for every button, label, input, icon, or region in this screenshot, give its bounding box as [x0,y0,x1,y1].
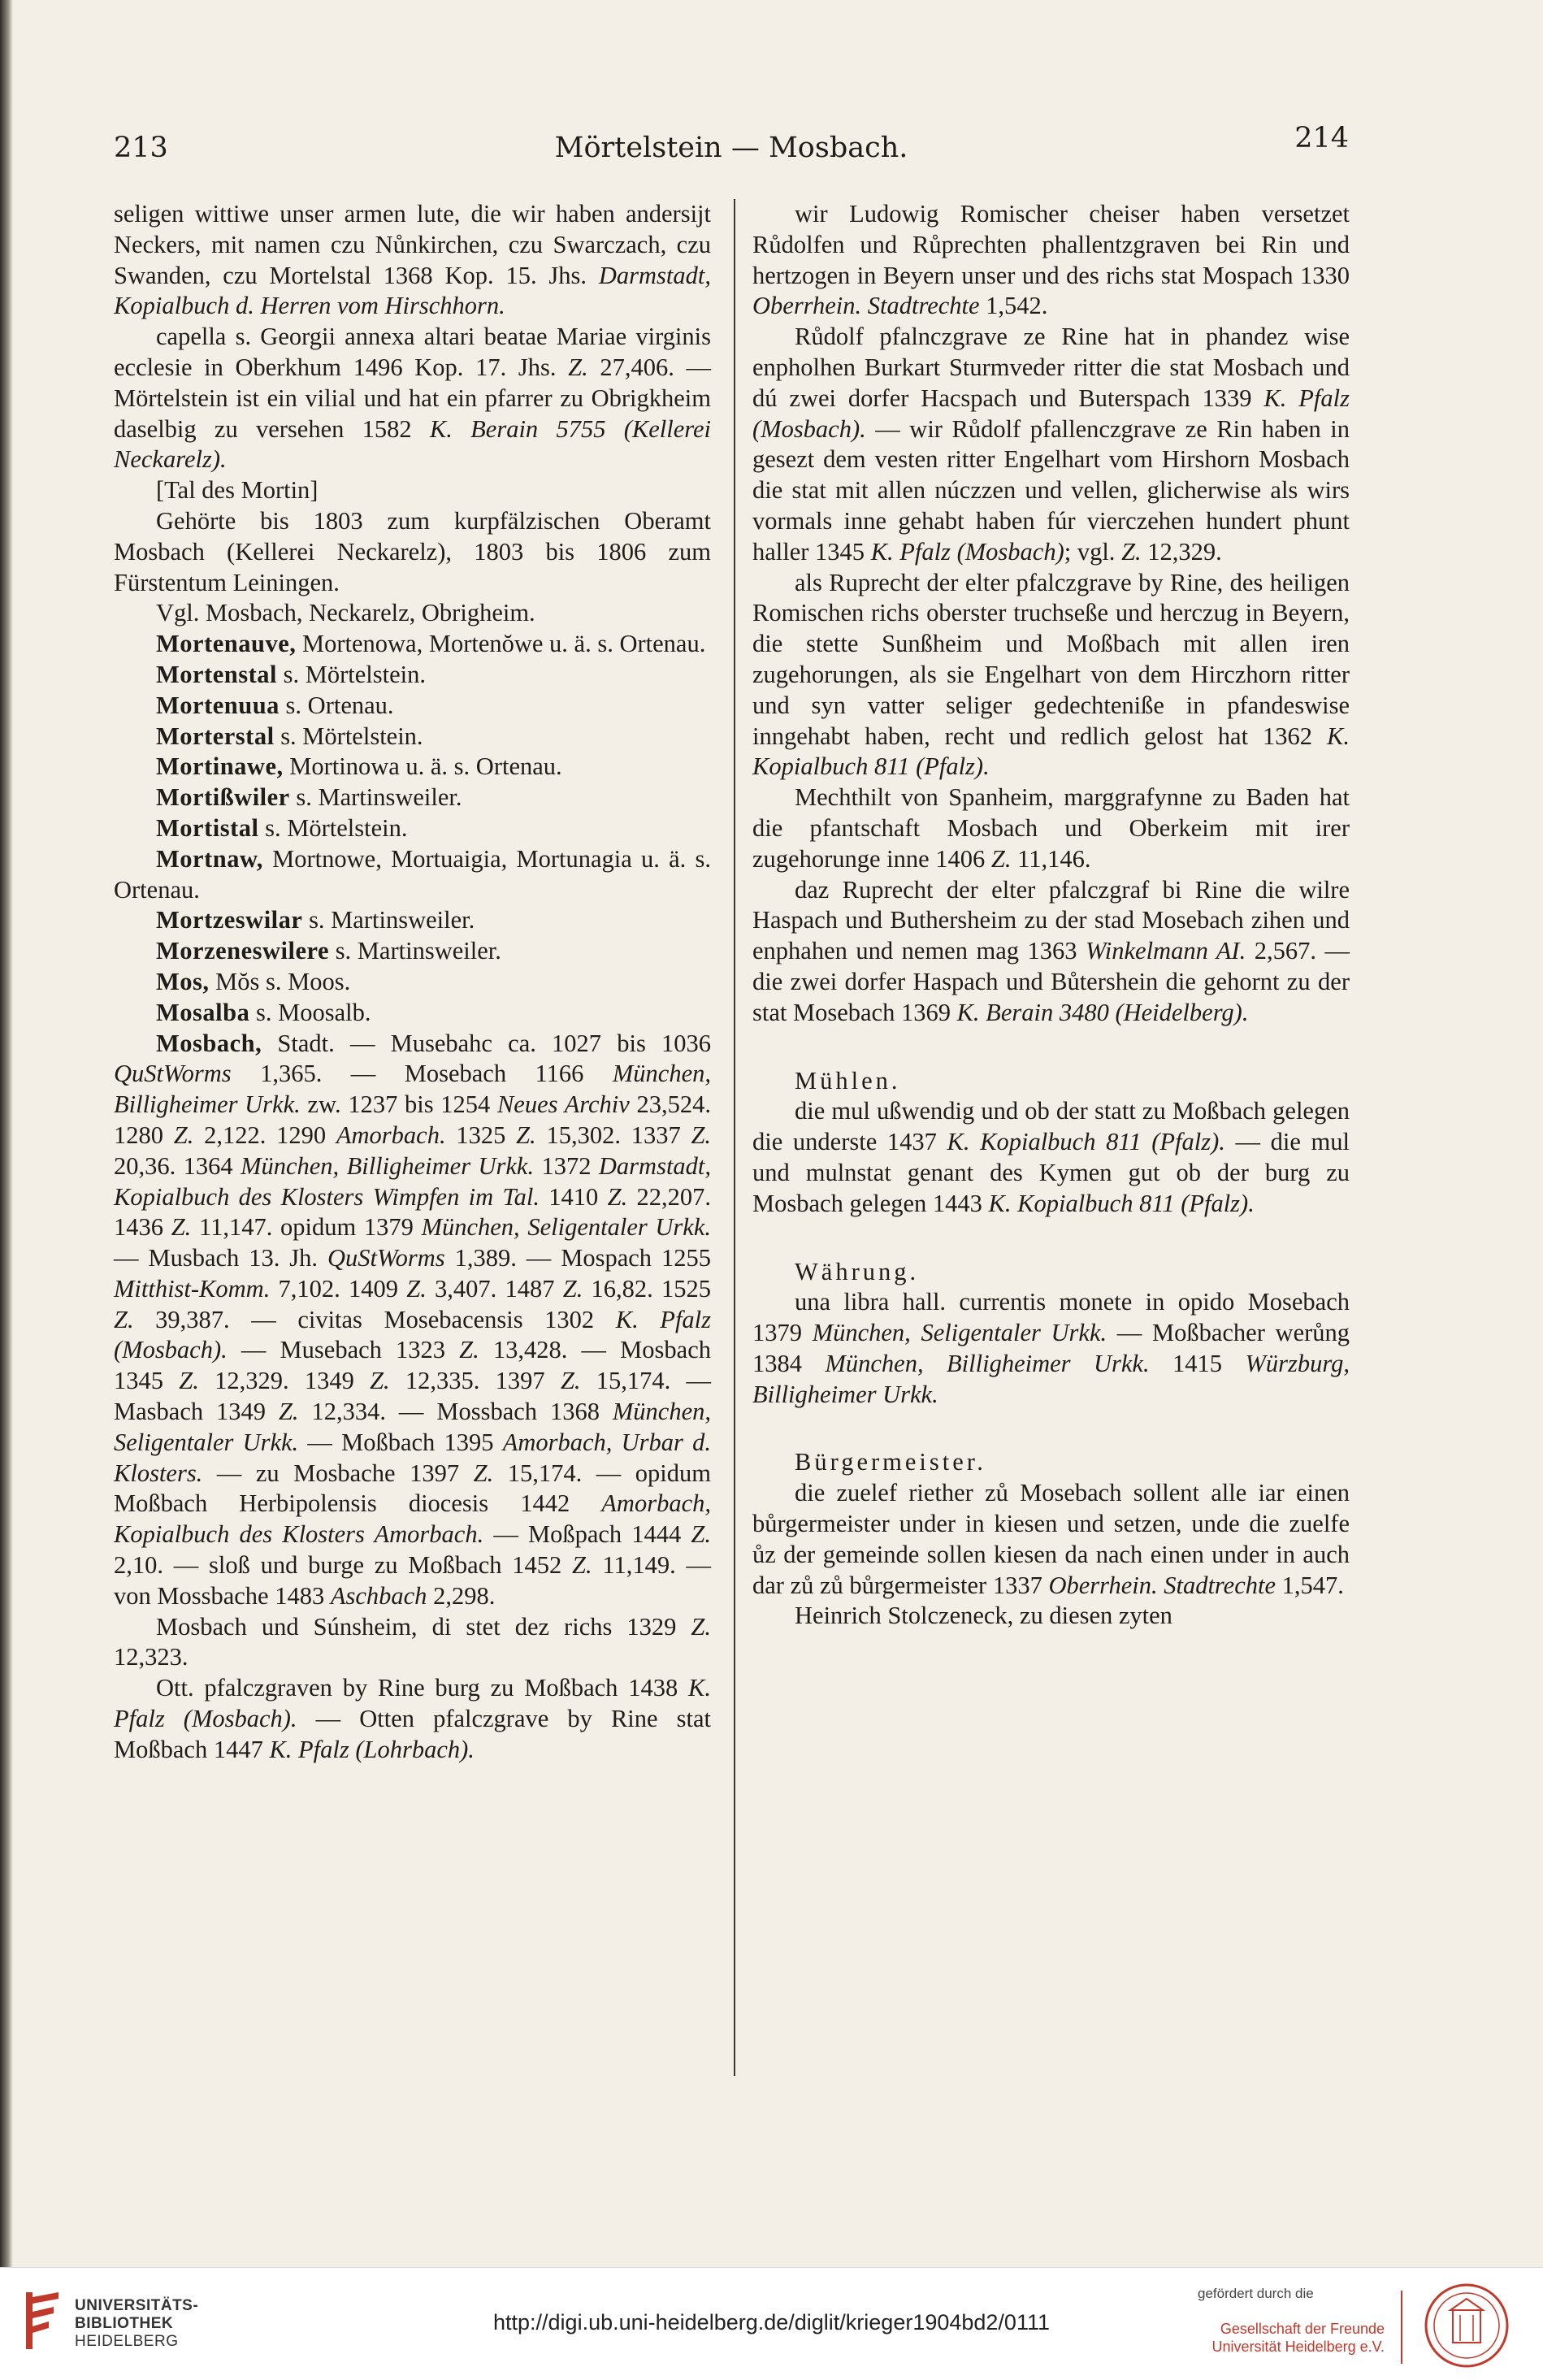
sponsor-name-line: Gesellschaft der Freunde [1220,2321,1385,2337]
lemma-headword: Mortißwiler [156,783,290,812]
sponsor-divider [1401,2291,1402,2364]
lemma-body: s. Mörtelstein. [276,660,426,688]
text-paragraph: wir Ludowig Romischer cheiser haben versetzet Růdolfen und Růprechten phallentzgraven bei Rin und hertzogen in Beyern unser und des richs stat Mospach 1330 Oberrhein. Stadtrechte 1,542. [752,200,1350,320]
section-heading: Währung. [795,1257,920,1285]
section-heading: Mühlen. [795,1066,901,1095]
lemma-body: Mŏs s. Moos. [209,967,351,995]
lemma-body: Mortnowe, Mortuaigia, Mortunagia u. ä. s. Ortenau. [114,844,711,904]
lemma-body: s. Martinsweiler. [289,783,462,812]
text-paragraph: Mosbach und Súnsheim, di stet dez richs 1329 Z. 12,323. [114,1612,711,1671]
lemma-body: s. Mörtelstein. [258,813,408,842]
text-paragraph: capella s. Georgii annexa altari beatae Mariae virginis ecclesie in Oberkhum 1496 Kop. 17. Jhs. Z. 27,406. — Mörtelstein ist ein vilial und hat ein pfarrer zu Obrigkheim daselbig zu versehen 1582 K. Berain 5755 (Kellerei Neckarelz). [114,323,712,474]
lemma-headword: Mosalba [156,998,250,1026]
lemma-headword: Mortzeswilar [156,906,303,934]
lemma-body: Mortinowa u. ä. s. Ortenau. [283,752,562,781]
lemma-headword: Mortnaw, [156,844,263,873]
lemma-entry [114,660,711,691]
lemma-body: s. Martinsweiler. [302,906,475,934]
page-number-right: 214 [1294,122,1349,154]
text-paragraph: seligen wittiwe unser armen lute, die wir haben andersijt Neckers, mit namen czu Nůnkirchen, czu Swarczach, czu Swanden, czu Mortelstal 1368 Kop. 15. Jhs. Darmstadt, Kopialbuch d. Herren vom Hirschhorn. [114,200,711,320]
lemma-headword: Mortenstal [156,660,277,688]
lemma-headword: Mortenuua [156,691,280,719]
text-paragraph: als Ruprecht der elter pfalczgrave by Rine, des heiligen Romischen richs oberster truchseße und herczug in Beyern, die stette Sunßheim und Moßbach mit allen iren zugehorungen, als sie Engelhart von dem Hirczhorn ritter und syn vatter seliger gedechteniße in pfandeswise inngehabt haben, recht und redlich gelost hat 1362 K. Kopialbuch 811 (Pfalz). [752,568,1350,781]
text-paragraph: daz Ruprecht der elter pfalczgraf bi Rine die wilre Haspach und Buthersheim zu der stad Mosebach zihen und enphahen und nemen mag 1363 Winkelmann AI. 2,567. — die zwei dorfer Haspach und Bůtershein die gehornt zu der stat Mosebach 1369 K. Berain 3480 (Heidelberg). [752,875,1350,1026]
section-heading: Bürgermeister. [795,1448,986,1476]
lemma-entry [114,813,711,844]
text-paragraph: Mechthilt von Spanheim, marggrafynne zu Baden hat die pfantschaft Mosbach und Oberkeim mit irer zugehorunge inne 1406 Z. 11,146. [752,783,1350,873]
column-rule [734,199,735,2076]
lemma-headword: Mortinawe, [156,752,284,781]
lemma-headword: Morterstal [156,722,275,750]
lemma-body: s. Moosalb. [249,998,371,1026]
university-seal-icon [1424,2282,1510,2369]
text-paragraph: die mul ußwendig und ob der statt zu Moßbach gelegen die underste 1437 K. Kopialbuch 811 (Pfalz). — die mul und mulnstat genant des Kymen gut ob der burg zu Mosbach gelegen 1443 K. Kopialbuch 811 (Pfalz). [752,1097,1350,1217]
lemma-headword: Mos, [156,967,210,995]
lemma-entry [114,905,711,936]
lemma-headword: Mortistal [156,813,259,842]
sponsor-name-line: Universität Heidelberg e.V. [1211,2339,1385,2355]
text-paragraph: Vgl. Mosbach, Neckarelz, Obrigheim. [156,599,535,627]
lemma-entry [114,844,711,906]
lemma-body: Mortenowa, Mortenŏwe u. ä. s. Ortenau. [296,630,706,658]
left-column [114,199,711,1766]
lemma-body: s. Ortenau. [279,691,394,719]
text-paragraph: Heinrich Stolczeneck, zu diesen zyten [795,1602,1172,1630]
lemma-entry [114,998,711,1029]
running-title: Mörtelstein — Mosbach. [554,132,908,164]
lemma-entry [114,1029,711,1612]
lemma-entry [114,691,711,722]
text-paragraph: una libra hall. currentis monete in opido Mosebach 1379 München, Seligentaler Urkk. — Moßbacher werůng 1384 München, Billigheimer Urkk. 1415 Würzburg, Billigheimer Urkk. [752,1288,1350,1408]
text-paragraph: [Tal des Mortin] [156,476,319,505]
text-paragraph: Růdolf pfalnczgrave ze Rine hat in phandez wise enpholhen Burkart Sturmveder ritter die stat Mosbach und dú zwei dorfer Hacspach und Buterspach 1339 K. Pfalz (Mosbach). — wir Růdolf pfallenczgrave ze Rin haben in gesezt dem vesten ritter Engelhart vom Hirshorn Mosbach die stat mit allen núczzen und vellen, glicherwise als wirs vormals inne gehabt haben fúr vierczehen hundert phunt haller 1345 K. Pfalz (Mosbach); vgl. Z. 12,329. [752,323,1350,566]
lemma-entry [114,722,711,752]
library-name-line: HEIDELBERG [75,2333,179,2350]
lemma-entry [114,629,711,660]
lemma-entry [114,967,711,998]
footer-bar [0,2267,1543,2380]
sponsor-name [1173,2320,1385,2356]
text-paragraph: die zuelef riether zů Mosebach sollent alle iar einen bůrgermeister under in kiesen und setzen, unde die zuelfe ůz der gemeinde sollen kiesen da nach einen under in auch dar zů zů bůrgermeister 1337 Oberrhein. Stadtrechte 1,547. [752,1479,1350,1599]
running-header [114,122,1349,180]
permalink-url[interactable]: http://digi.ub.uni-heidelberg.de/diglit/krieger1904bd2/0111 [493,2310,1050,2334]
page-number-left: 213 [114,132,168,164]
lemma-body: s. Martinsweiler. [329,937,501,965]
library-name-line: BIBLIOTHEK [75,2315,174,2332]
lemma-entry [114,752,711,782]
lemma-entry [114,782,711,813]
library-name-line: UNIVERSITÄTS- [75,2297,199,2314]
text-paragraph: Gehörte bis 1803 zum kurpfälzischen Oberamt Mosbach (Kellerei Neckarelz), 1803 bis 1806 zum Fürstentum Leiningen. [114,506,711,596]
text-paragraph: Ott. pfalczgraven by Rine burg zu Moßbach 1438 K. Pfalz (Mosbach). — Otten pfalczgrave by Rine stat Moßbach 1447 K. Pfalz (Lohrbach). [114,1674,712,1763]
sponsor-intro: gefördert durch die [1198,2286,1314,2301]
lemma-body: s. Mörtelstein. [274,722,423,750]
page-binding-edge [0,0,13,2267]
lemma-headword: Morzeneswilere [156,937,330,965]
lemma-headword: Mortenauve, [156,630,297,658]
lemma-entry [114,936,711,967]
lemma-headword: Mosbach, [156,1029,262,1057]
right-column [752,199,1350,1632]
lemma-body: Stadt. — Musebahc ca. 1027 bis 1036 QuStWorms 1,365. — Mosebach 1166 München, Billigheimer Urkk. zw. 1237 bis 1254 Neues Archiv 23,524. 1280 Z. 2,122. 1290 Amorbach. 1325 Z. 15,302. 1337 Z. 20,36. 1364 München, Billigheimer Urkk. 1372 Darmstadt, Kopialbuch des Klosters Wimpfen im Tal. 1410 Z. 22,207. 1436 Z. 11,147. opidum 1379 München, Seligentaler Urkk. — Musbach 13. Jh. QuStWorms 1,389. — Mospach 1255 Mitthist-Komm. 7,102. 1409 Z. 3,407. 1487 Z. 16,82. 1525 Z. 39,387. — civitas Mosebacensis 1302 K. Pfalz (Mosbach). — Musebach 1323 Z. 13,428. — Mosbach 1345 Z. 12,329. 1349 Z. 12,335. 1397 Z. 15,174. — Masbach 1349 Z. 12,334. — Mossbach 1368 München, Seligentaler Urkk. — Moßbach 1395 Amorbach, Urbar d. Klosters. — zu Mosbache 1397 Z. 15,174. — opidum Moßbach Herbipolensis diocesis 1442 Amorbach, Kopialbuch des Klosters Amorbach. — Moßpach 1444 Z. 2,10. — sloß und burge zu Moßbach 1452 Z. 11,149. — von Mossbache 1483 Aschbach 2,298. [114,1029,712,1610]
